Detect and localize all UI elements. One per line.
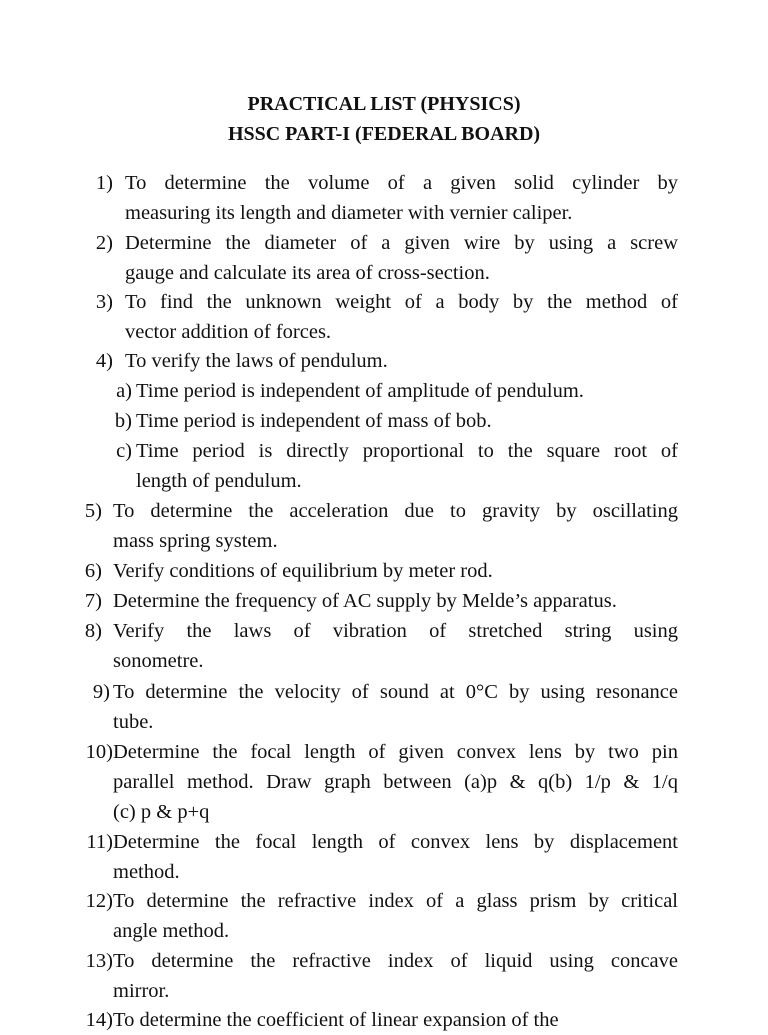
page-title: PRACTICAL LIST (PHYSICS) (247, 93, 521, 115)
item-text-line: To determine the volume of a given solid cylinder by (125, 172, 678, 194)
item-text-line: Time period is independent of amplitude of pendulum. (136, 380, 584, 402)
item-text-line: (c) p & p+q (113, 801, 210, 823)
item-text-line: Verify the laws of vibration of stretched string using (113, 620, 678, 642)
item-text-line: Determine the diameter of a given wire by using a screw (125, 232, 678, 254)
item-text-line: To determine the velocity of sound at 0°C by using resonance (113, 681, 678, 703)
item-number: 4) (95, 350, 113, 372)
item-number: 14) (85, 1009, 113, 1031)
item-text-line: Time period is directly proportional to the square root of (136, 440, 678, 462)
item-number: 13) (85, 950, 113, 972)
item-text-line: To determine the refractive index of a glass prism by critical (113, 890, 678, 912)
item-number: 9) (92, 681, 110, 703)
item-text-line: To determine the refractive index of liquid using concave (113, 950, 678, 972)
item-number: 11) (86, 831, 113, 853)
item-text-line: gauge and calculate its area of cross-section. (125, 262, 490, 284)
item-text-line: mirror. (113, 980, 170, 1002)
item-text-line: Determine the focal length of convex lens by displacement (113, 831, 678, 853)
item-text-line: To determine the acceleration due to gravity by oscillating (113, 500, 678, 522)
item-number: 2) (95, 232, 113, 254)
item-text-line: tube. (113, 711, 154, 733)
item-text-line: angle method. (113, 920, 230, 942)
item-number: a) (116, 380, 132, 402)
item-text-line: parallel method. Draw graph between (a)p & q(b) 1/p & 1/q (113, 771, 678, 793)
item-text-line: measuring its length and diameter with vernier caliper. (125, 202, 573, 224)
item-number: 10) (85, 741, 113, 763)
item-number: b) (114, 410, 132, 432)
item-text-line: method. (113, 861, 180, 883)
item-text-line: Determine the frequency of AC supply by Melde’s apparatus. (113, 590, 617, 612)
item-text-line: To find the unknown weight of a body by the method of (125, 291, 678, 313)
item-number: 12) (85, 890, 113, 912)
item-number: 6) (84, 560, 102, 582)
item-text-line: To determine the coefficient of linear expansion of the (113, 1009, 559, 1031)
item-number: 8) (84, 620, 102, 642)
page-subtitle: HSSC PART-I (FEDERAL BOARD) (227, 123, 541, 145)
item-text-line: Time period is independent of mass of bob. (136, 410, 492, 432)
item-number: 1) (95, 172, 113, 194)
item-text-line: mass spring system. (113, 530, 278, 552)
item-number: c) (116, 440, 132, 462)
item-number: 3) (95, 291, 113, 313)
item-text-line: To verify the laws of pendulum. (125, 350, 388, 372)
item-text-line: vector addition of forces. (125, 321, 332, 343)
item-number: 5) (84, 500, 102, 522)
item-text-line: sonometre. (113, 650, 204, 672)
item-text-line: Verify conditions of equilibrium by meter rod. (113, 560, 493, 582)
item-text-line: length of pendulum. (136, 470, 302, 492)
item-number: 7) (84, 590, 102, 612)
item-text-line: Determine the focal length of given convex lens by two pin (113, 741, 678, 763)
